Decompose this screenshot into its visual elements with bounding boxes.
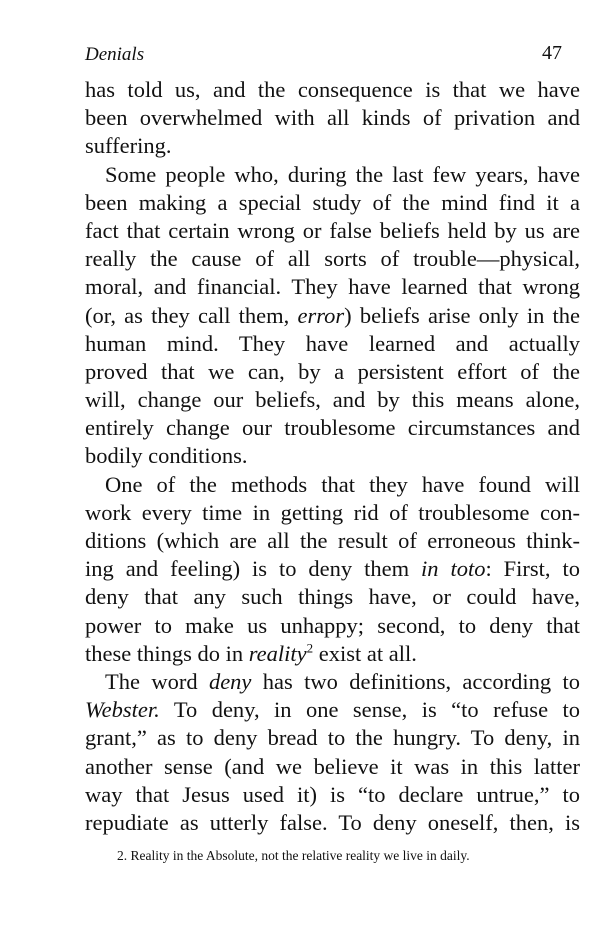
italic-text: reality (248, 640, 307, 666)
text-line (85, 302, 580, 330)
text-segment: has told us, and the consequence is that we have (85, 77, 580, 102)
text-line (85, 76, 580, 104)
italic-text: error (297, 302, 345, 328)
text-segment: deny that any such things have, or could have, (85, 584, 580, 610)
text-line (85, 442, 580, 470)
text-segment: has two definitions, according to (251, 668, 580, 694)
body-text (85, 76, 580, 837)
text-segment: been making a special study of the mind find it a (85, 189, 580, 215)
text-segment: these things do in (85, 640, 249, 666)
text-segment: will, change our beliefs, and by this means alone, (85, 387, 580, 413)
text-segment: : First, to (485, 556, 580, 582)
text-segment: One of the methods that they have found will (105, 471, 580, 497)
text-line (85, 386, 580, 414)
text-segment: (or, as they call them, (85, 302, 298, 328)
running-head: Denials (85, 44, 145, 65)
page-number: 47 (542, 42, 562, 64)
footnote: 2. Reality in the Absolute, not the relative reality we live in daily. (117, 848, 470, 863)
text-segment: been overwhelmed with all kinds of privation and (85, 105, 580, 131)
text-segment: power to make us unhappy; second, to deny that (85, 612, 580, 638)
text-line (85, 414, 580, 442)
italic-text: in toto (421, 556, 486, 582)
text-line (85, 668, 580, 696)
text-line (85, 104, 580, 132)
text-line (85, 330, 580, 358)
text-segment: ) beliefs arise only in the (344, 302, 581, 328)
text-line (85, 161, 580, 189)
text-segment: proved that we can, by a persistent effort of the (85, 358, 580, 384)
text-line (85, 753, 580, 781)
italic-text: Webster. (85, 697, 160, 723)
text-line (85, 189, 580, 217)
italic-text: deny (208, 668, 252, 694)
text-line (85, 724, 580, 752)
text-segment: really the cause of all sorts of trouble—physical, (85, 246, 580, 272)
text-segment: repudiate as utterly false. To deny oneself, then, is (85, 809, 580, 835)
text-line (85, 499, 580, 527)
text-line (85, 583, 580, 611)
text-segment: another sense (and we believe it was in this latter (85, 753, 580, 779)
text-line (85, 132, 580, 160)
text-line (85, 781, 580, 809)
text-segment: entirely change our troublesome circumstances and (85, 415, 580, 441)
text-segment: way that Jesus used it) is “to declare untrue,” to (85, 781, 580, 807)
text-segment: The word (105, 668, 209, 694)
text-segment: exist at all. (313, 640, 417, 666)
text-line (85, 640, 580, 668)
text-segment: ing and feeling) is to deny them (85, 556, 422, 582)
text-segment: suffering. (85, 133, 172, 159)
text-line (85, 471, 580, 499)
text-line (85, 527, 580, 555)
text-segment: ditions (which are all the result of erroneous think- (85, 528, 580, 553)
text-line (85, 273, 580, 301)
text-line (85, 612, 580, 640)
text-segment: Some people who, during the last few years, have (105, 161, 580, 187)
text-line (85, 358, 580, 386)
text-line (85, 245, 580, 273)
text-segment: work every time in getting rid of troublesome con- (85, 499, 580, 525)
footnote-ref: 2 (306, 640, 314, 656)
text-line (85, 809, 580, 837)
text-segment: fact that certain wrong or false beliefs held by us are (85, 217, 580, 243)
text-segment: moral, and financial. They have learned that wrong (85, 274, 580, 300)
text-line (85, 696, 580, 724)
text-line (85, 555, 580, 583)
text-segment: human mind. They have learned and actually (85, 330, 580, 356)
text-segment: grant,” as to deny bread to the hungry. To deny, in (85, 725, 580, 751)
text-segment: To deny, in one sense, is “to refuse to (159, 697, 580, 723)
text-line (85, 217, 580, 245)
text-segment: bodily conditions. (85, 443, 248, 469)
